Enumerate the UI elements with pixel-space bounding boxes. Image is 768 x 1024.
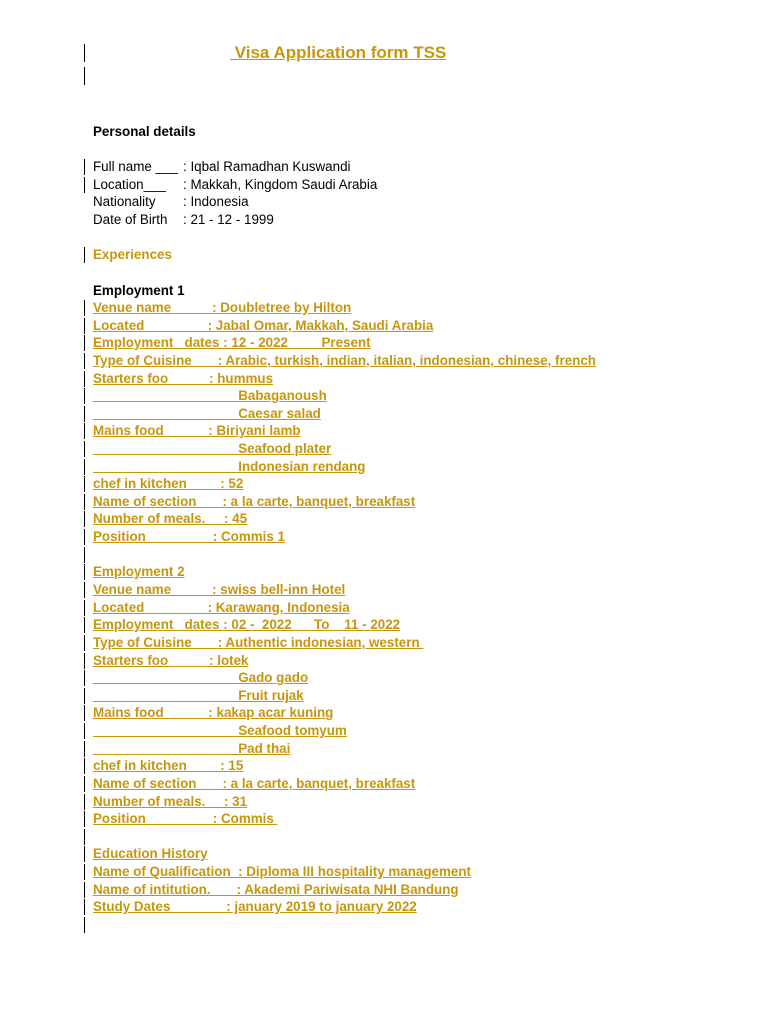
cursor-bar <box>84 829 85 845</box>
employment-1-main-item: ___________________ Seafood plater <box>93 441 332 456</box>
employment-2-chefs: chef in kitchen : 15 <box>93 758 244 773</box>
education-dates: Study Dates : january 2019 to january 2022 <box>93 899 417 914</box>
education-heading: Education History <box>93 846 208 861</box>
education-institution: Name of intitution. : Akademi Pariwisata NHI Bandung <box>93 882 459 897</box>
cursor-bar <box>84 564 85 580</box>
full-name-value: : Iqbal Ramadhan Kuswandi <box>183 159 351 174</box>
employment-2-main-item: ___________________ Seafood tomyum <box>93 723 347 738</box>
employment-1-section: Name of section : a la carte, banquet, breakfast <box>93 494 416 509</box>
cursor-bar <box>84 44 85 62</box>
cursor-bar <box>84 899 85 915</box>
cursor-bar <box>84 335 85 351</box>
nationality-value: : Indonesia <box>183 194 249 209</box>
page-title: Visa Application form TSS <box>230 43 447 62</box>
cursor-bar <box>84 758 85 774</box>
location-value: : Makkah, Kingdom Saudi Arabia <box>183 177 378 192</box>
cursor-bar <box>84 423 85 439</box>
cursor-bar <box>84 547 85 563</box>
education-qualification: Name of Qualification : Diploma III hospitality management <box>93 864 471 879</box>
cursor-bar <box>84 441 85 457</box>
experiences-heading: Experiences <box>93 247 172 262</box>
cursor-bar <box>84 864 85 880</box>
personal-details-heading: Personal details <box>93 124 196 139</box>
cursor-bar <box>84 159 85 175</box>
cursor-bar <box>84 688 85 704</box>
employment-2-venue: Venue name : swiss bell-inn Hotel <box>93 582 346 597</box>
cursor-bar <box>84 476 85 492</box>
dob-label: Date of Birth <box>93 212 168 227</box>
cursor-bar <box>84 882 85 898</box>
employment-1-starter-item: ___________________ Caesar salad <box>93 406 321 421</box>
cursor-bar <box>84 670 85 686</box>
employment-2-mains: Mains food : kakap acar kuning <box>93 705 334 720</box>
cursor-bar <box>84 371 85 387</box>
cursor-bar <box>84 582 85 598</box>
cursor-bar <box>84 705 85 721</box>
employment-1-heading: Employment 1 <box>93 283 185 298</box>
nationality-label: Nationality <box>93 194 156 209</box>
employment-1-meals: Number of meals. : 45 <box>93 511 248 526</box>
full-name-label: Full name ___ <box>93 159 178 174</box>
employment-1-mains: Mains food : Biriyani lamb <box>93 423 301 438</box>
cursor-bar <box>84 794 85 810</box>
cursor-bar <box>84 741 85 757</box>
employment-1-position: Position : Commis 1 <box>93 529 285 544</box>
employment-2-located: Located : Karawang, Indonesia <box>93 600 350 615</box>
employment-2-section: Name of section : a la carte, banquet, breakfast <box>93 776 416 791</box>
cursor-bar <box>84 846 85 862</box>
employment-1-located: Located : Jabal Omar, Makkah, Saudi Arabia <box>93 318 434 333</box>
cursor-bar <box>84 67 85 85</box>
cursor-bar <box>84 511 85 527</box>
cursor-bar <box>84 811 85 827</box>
cursor-bar <box>84 635 85 651</box>
employment-2-starters: Starters foo : lotek <box>93 653 249 668</box>
cursor-bar <box>84 353 85 369</box>
employment-1-starters: Starters foo : hummus <box>93 371 274 386</box>
cursor-bar <box>84 917 85 933</box>
employment-1-starter-item: ___________________ Babaganoush <box>93 388 327 403</box>
cursor-bar <box>84 776 85 792</box>
cursor-bar <box>84 247 85 263</box>
cursor-bar <box>84 653 85 669</box>
cursor-bar <box>84 459 85 475</box>
employment-2-starter-item: ___________________ Fruit rujak <box>93 688 304 703</box>
employment-1-main-item: ___________________ Indonesian rendang <box>93 459 366 474</box>
cursor-bar <box>84 529 85 545</box>
cursor-bar <box>84 300 85 316</box>
employment-2-dates: Employment dates : 02 - 2022 To 11 - 2022 <box>93 617 401 632</box>
employment-2-cuisine: Type of Cuisine : Authentic indonesian, western <box>93 635 424 650</box>
cursor-bar <box>84 617 85 633</box>
dob-value: : 21 - 12 - 1999 <box>183 212 274 227</box>
employment-2-starter-item: ___________________ Gado gado <box>93 670 309 685</box>
employment-1-chefs: chef in kitchen : 52 <box>93 476 244 491</box>
cursor-bar <box>84 723 85 739</box>
cursor-bar <box>84 600 85 616</box>
employment-2-position: Position : Commis <box>93 811 278 826</box>
employment-2-heading: Employment 2 <box>93 564 185 579</box>
cursor-bar <box>84 177 85 193</box>
employment-2-meals: Number of meals. : 31 <box>93 794 248 809</box>
employment-2-main-item: ___________________ Pad thai <box>93 741 291 756</box>
location-label: Location___ <box>93 177 166 192</box>
employment-1-venue: Venue name : Doubletree by Hilton <box>93 300 352 315</box>
cursor-bar <box>84 318 85 334</box>
cursor-bar <box>84 494 85 510</box>
cursor-bar <box>84 406 85 422</box>
employment-1-dates: Employment dates : 12 - 2022 Present <box>93 335 371 350</box>
employment-1-cuisine: Type of Cuisine : Arabic, turkish, indian, italian, indonesian, chinese, french <box>93 353 596 368</box>
cursor-bar <box>84 388 85 404</box>
